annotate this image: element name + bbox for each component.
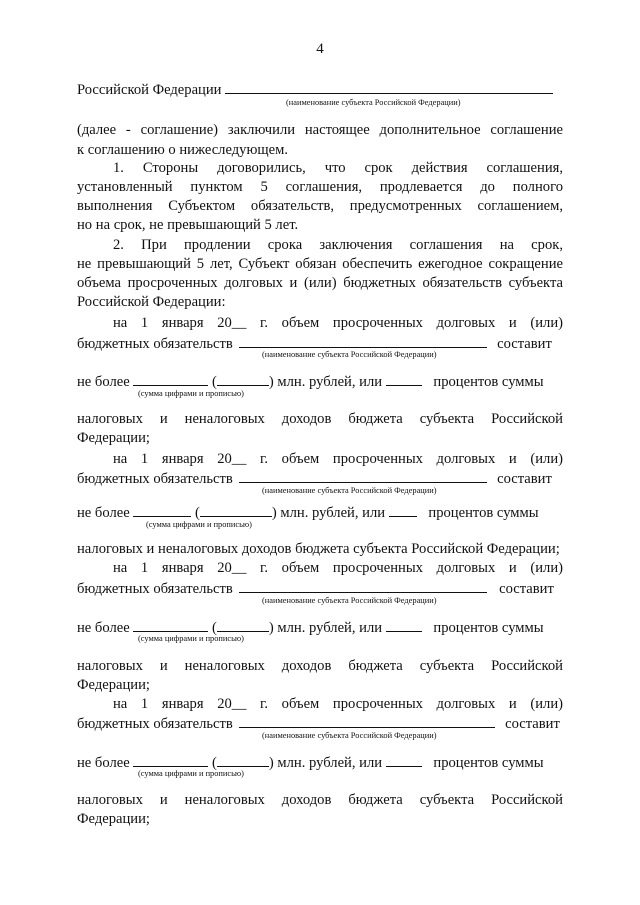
block3-amount-caption: (сумма цифрами и прописью)	[138, 634, 244, 643]
clause2-line-4: Российской Федерации:	[77, 294, 226, 310]
block4-amount-words-blank[interactable]	[217, 753, 269, 767]
block4-tail-2: Федерации;	[77, 811, 150, 827]
block3-amount-words-blank[interactable]	[217, 618, 269, 632]
block1-not-more-label: не более	[77, 374, 130, 390]
block3-obligations-label: бюджетных обязательств	[77, 581, 233, 597]
block3-tail-1: налоговых и неналоговых доходов бюджета субъекта Российской	[77, 658, 563, 674]
clause1-line-2: установленный пунктом 5 соглашения, продлевается до полного	[77, 179, 563, 195]
block2-amount-words-blank[interactable]	[200, 503, 272, 517]
block2-amount-caption: (сумма цифрами и прописью)	[146, 520, 252, 529]
block3-percent-label: процентов суммы	[433, 620, 544, 636]
block3-paren: (	[212, 620, 217, 636]
clause2-line-1: 2. При продлении срока заключения соглашения на срок,	[113, 237, 563, 253]
subject-name-blank[interactable]	[225, 80, 553, 94]
block2-tail: налоговых и неналоговых доходов бюджета субъекта Российской Федерации;	[77, 541, 560, 557]
header-line	[77, 80, 563, 100]
clause1-line-3: выполнения Субъектом обязательств, предусмотренных соглашением,	[77, 198, 563, 214]
block4-paren: (	[212, 755, 217, 771]
block2-obligations-label: бюджетных обязательств	[77, 471, 233, 487]
block1-tail-1: налоговых и неналоговых доходов бюджета субъекта Российской	[77, 411, 563, 427]
block4-percent-blank[interactable]	[386, 753, 422, 767]
block2-not-more-label: не более	[77, 505, 130, 521]
clause1-line-4: но на срок, не превышающий 5 лет.	[77, 217, 299, 233]
block2-subject-caption: (наименование субъекта Российской Федерации)	[262, 486, 437, 495]
block1-percent-label: процентов суммы	[433, 374, 544, 390]
clause1-line-1: 1. Стороны договорились, что срок действия соглашения,	[113, 160, 563, 176]
block1-paren: (	[212, 374, 217, 390]
block4-amount-blank[interactable]	[133, 753, 208, 767]
block1-amount-blank[interactable]	[133, 372, 208, 386]
block2-mln-label: ) млн. рублей, или	[271, 505, 386, 521]
intro-line-1: (далее - соглашение) заключили настоящее дополнительное соглашение	[77, 122, 563, 138]
block1-amount-words-blank[interactable]	[217, 372, 269, 386]
block1-subject-caption: (наименование субъекта Российской Федерации)	[262, 350, 437, 359]
block1-obligations-label: бюджетных обязательств	[77, 336, 233, 352]
block3-tail-2: Федерации;	[77, 677, 150, 693]
block1-will-be-label: составит	[497, 336, 552, 352]
block4-amount-caption: (сумма цифрами и прописью)	[138, 769, 244, 778]
block1-amount-caption: (сумма цифрами и прописью)	[138, 389, 244, 398]
block4-percent-label: процентов суммы	[433, 755, 544, 771]
page-number: 4	[316, 41, 324, 57]
block2-will-be-label: составит	[497, 471, 552, 487]
block4-obligations-label: бюджетных обязательств	[77, 716, 233, 732]
clause2-line-2: не превышающий 5 лет, Субъект обязан обеспечить ежегодное сокращение	[77, 256, 563, 272]
block3-will-be-label: составит	[499, 581, 554, 597]
block1-line-1: на 1 января 20__ г. объем просроченных долговых и (или)	[113, 315, 563, 331]
block1-subject-blank[interactable]	[239, 334, 487, 348]
block3-subject-caption: (наименование субъекта Российской Федерации)	[262, 596, 437, 605]
block3-line-1: на 1 января 20__ г. объем просроченных долговых и (или)	[113, 560, 563, 576]
block4-mln-label: ) млн. рублей, или	[268, 755, 383, 771]
block2-subject-blank[interactable]	[239, 469, 487, 483]
block3-not-more-label: не более	[77, 620, 130, 636]
header-prefix: Российской Федерации	[77, 82, 222, 98]
block3-subject-blank[interactable]	[239, 579, 487, 593]
intro-line-2: к соглашению о нижеследующем.	[77, 142, 288, 158]
block4-tail-1: налоговых и неналоговых доходов бюджета субъекта Российской	[77, 792, 563, 808]
block2-paren: (	[195, 505, 200, 521]
clause2-line-3: объема просроченных долговых и (или) бюджетных обязательств субъекта	[77, 275, 563, 291]
block2-amount-blank[interactable]	[133, 503, 191, 517]
block3-mln-label: ) млн. рублей, или	[268, 620, 383, 636]
block3-amount-blank[interactable]	[133, 618, 208, 632]
block4-subject-caption: (наименование субъекта Российской Федерации)	[262, 731, 437, 740]
block1-tail-2: Федерации;	[77, 430, 150, 446]
block4-line-1: на 1 января 20__ г. объем просроченных долговых и (или)	[113, 696, 563, 712]
block1-mln-label: ) млн. рублей, или	[268, 374, 383, 390]
block4-will-be-label: составит	[505, 716, 560, 732]
block4-subject-blank[interactable]	[239, 714, 495, 728]
block4-not-more-label: не более	[77, 755, 130, 771]
block1-percent-blank[interactable]	[386, 372, 422, 386]
block2-line-1: на 1 января 20__ г. объем просроченных долговых и (или)	[113, 451, 563, 467]
block3-percent-blank[interactable]	[386, 618, 422, 632]
block2-percent-blank[interactable]	[389, 503, 417, 517]
block2-percent-label: процентов суммы	[428, 505, 539, 521]
header-caption: (наименование субъекта Российской Федерации)	[286, 98, 461, 107]
